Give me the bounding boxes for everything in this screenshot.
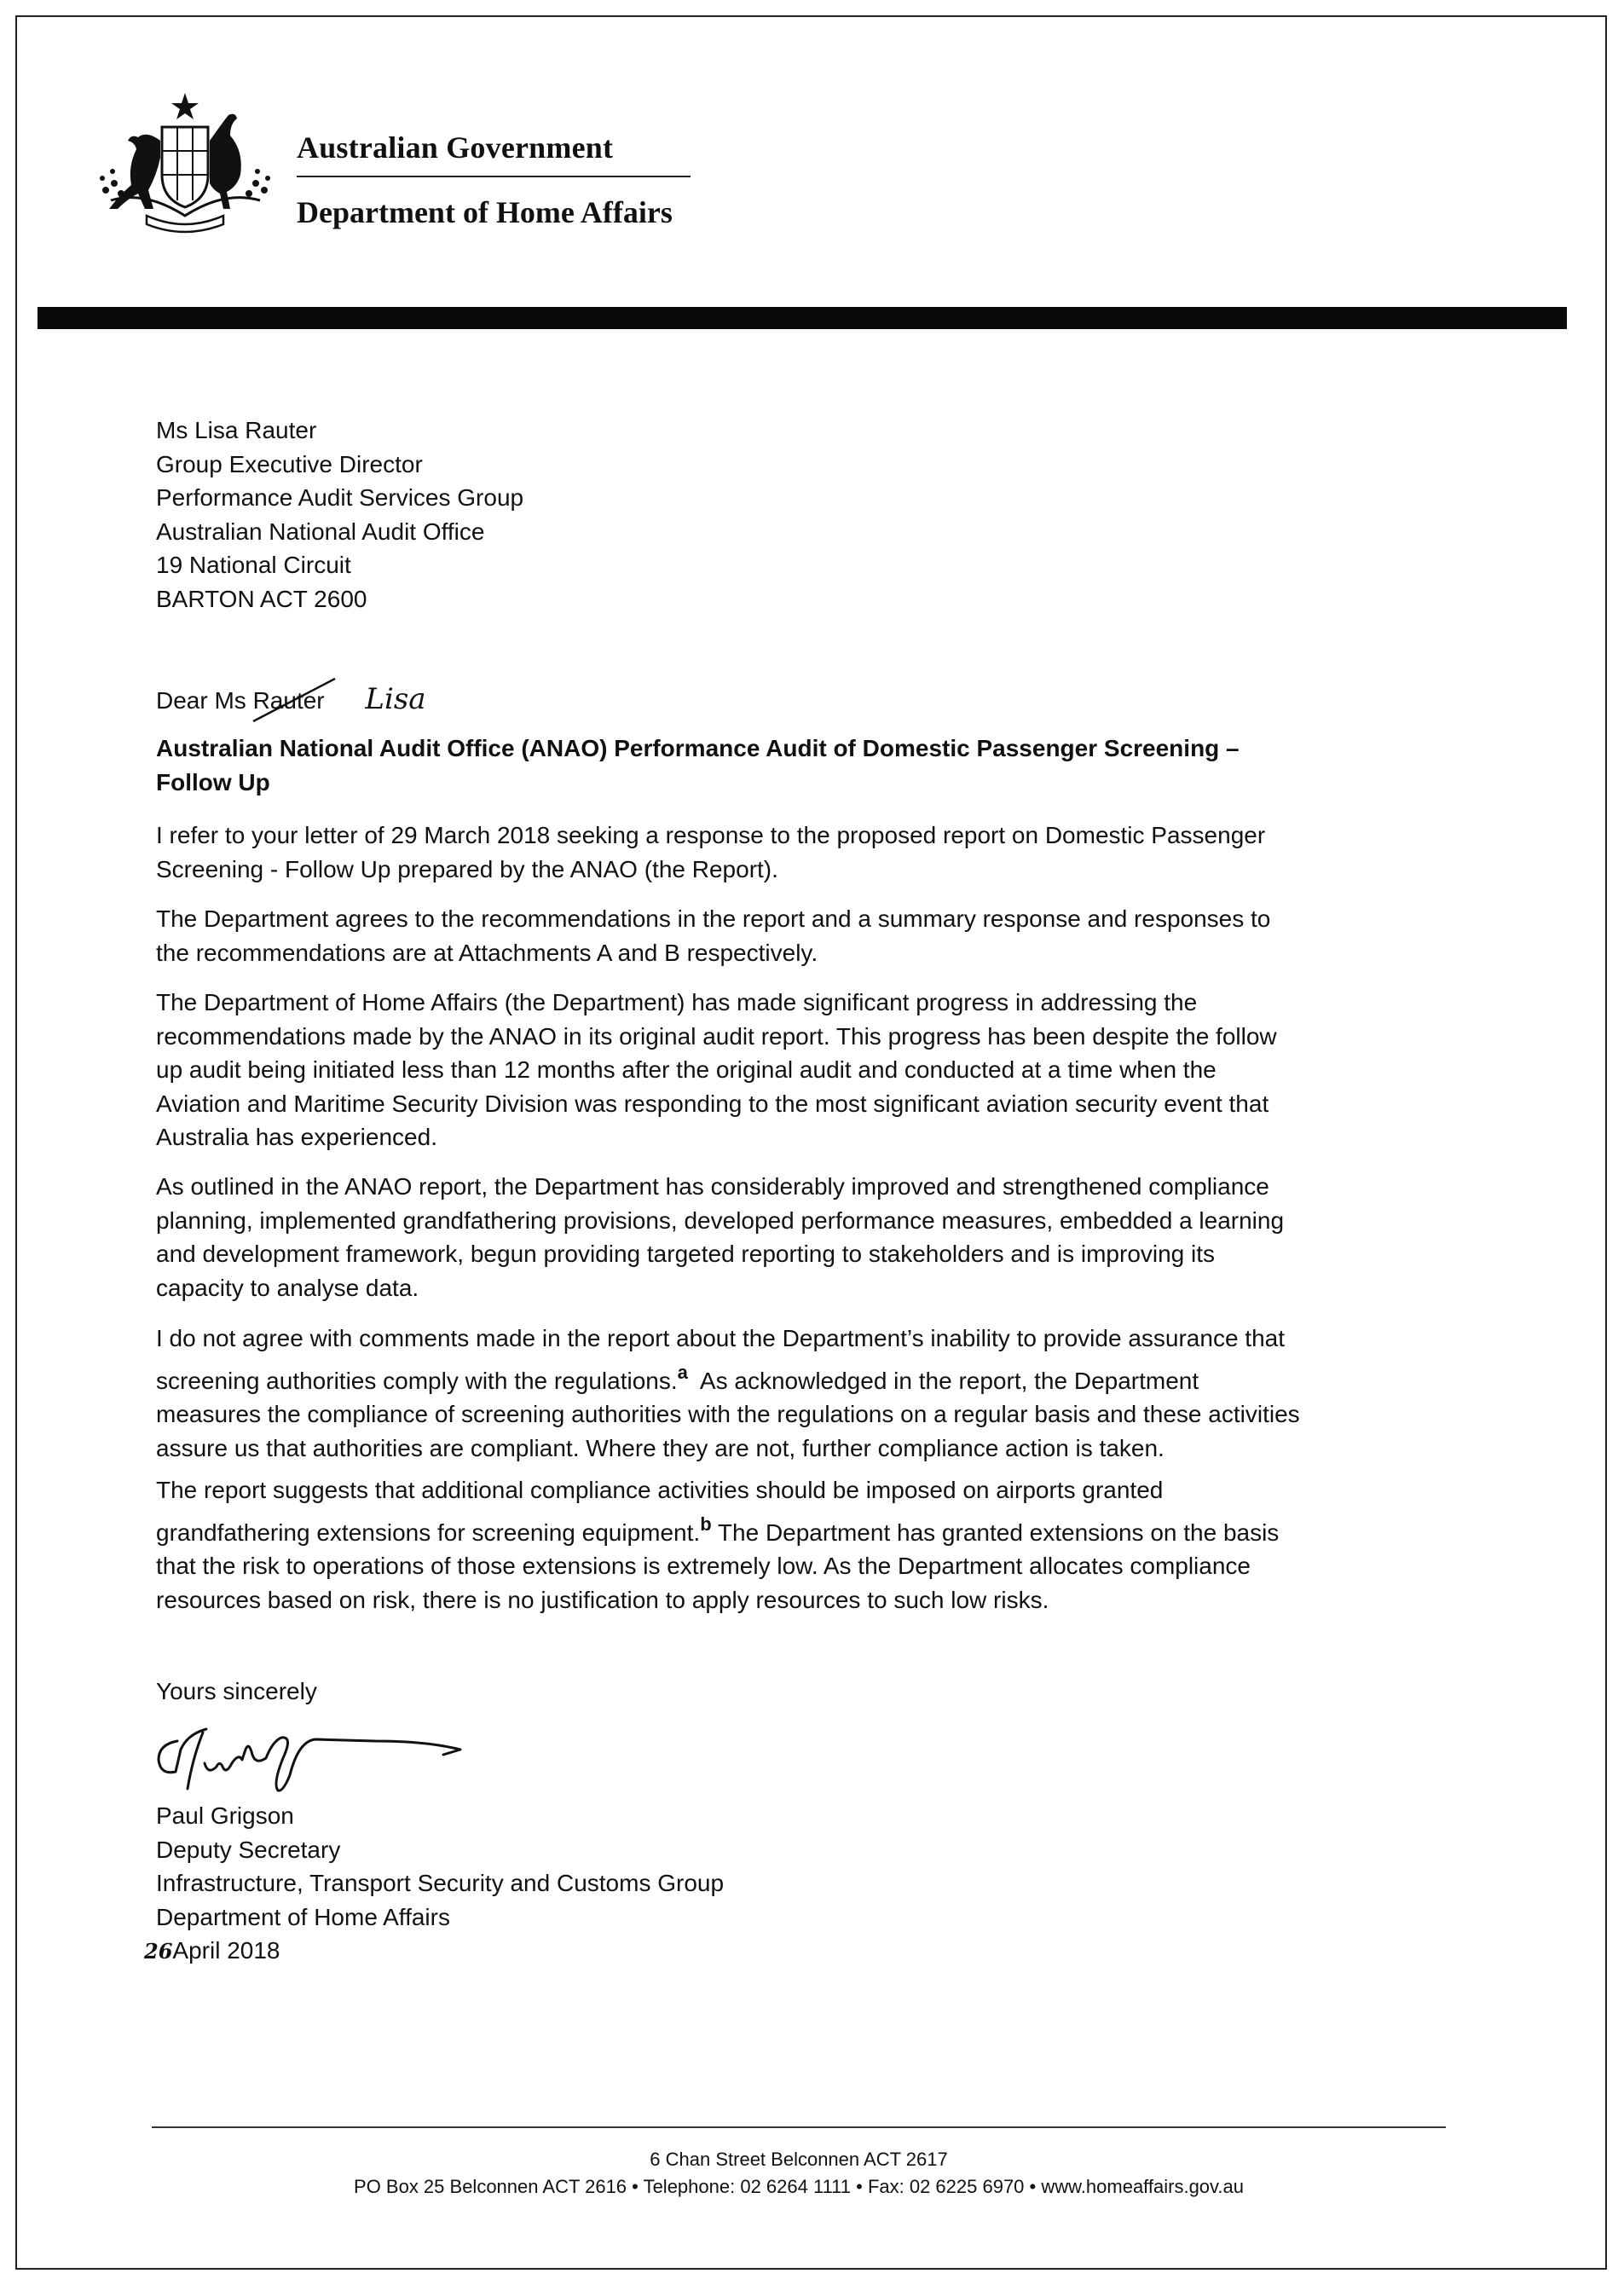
recipient-line: BARTON ACT 2600: [156, 585, 367, 612]
paragraph-line: [156, 1356, 1443, 1398]
letter-date: [144, 1934, 1443, 1969]
paragraph-line: and development framework, begun providing targeted reporting to stakeholders and is improving its: [156, 1241, 1216, 1267]
paragraph-text: The Department has granted extensions on the basis: [711, 1519, 1280, 1546]
paragraph-line: planning, implemented grandfathering provisions, developed performance measures, embedded a learning: [156, 1206, 1285, 1234]
salutation: [156, 682, 426, 716]
signatory-group: Infrastructure, Transport Security and Customs Group: [156, 1870, 725, 1896]
recipient-line: Australian National Audit Office: [156, 518, 485, 545]
paragraph-line: capacity to analyse data.: [156, 1274, 419, 1301]
signatory-department: Department of Home Affairs: [156, 1903, 450, 1930]
footnote-marker-a: a: [677, 1361, 688, 1383]
subject-line: Australian National Audit Office (ANAO) Performance Audit of Domestic Passenger Screening –: [156, 735, 1240, 761]
paragraph-line: measures the compliance of screening authorities with the regulations on a regular basis and these activities: [156, 1401, 1300, 1427]
paragraph-text: As acknowledged in the report, the Department: [687, 1367, 1199, 1394]
header-bar: [38, 307, 1567, 329]
recipient-line: Performance Audit Services Group: [156, 484, 524, 511]
paragraph-line: assure us that authorities are compliant. Where they are not, further compliance action is taken.: [156, 1434, 1165, 1461]
recipient-line: Group Executive Director: [156, 450, 423, 477]
footnote-marker-b: b: [700, 1513, 712, 1535]
paragraph-line: The Department of Home Affairs (the Department) has made significant progress in addressing the: [156, 989, 1198, 1015]
paragraph-line: recommendations made by the ANAO in its original audit report. This progress has been despite the follow: [156, 1022, 1277, 1050]
paragraph-line: The report suggests that additional compliance activities should be imposed on airports granted: [156, 1477, 1164, 1503]
footer-street-address: 6 Chan Street Belconnen ACT 2617: [650, 2149, 948, 2170]
signatory-block: [144, 1799, 1443, 1969]
footer-divider: [152, 2126, 1446, 2128]
handwritten-name: Lisa: [365, 682, 426, 716]
signature-icon: [153, 1715, 529, 1796]
government-name: Australian Government: [297, 130, 614, 165]
paragraph-line: up audit being initiated less than 12 months after the original audit and conducted at a time when the: [156, 1056, 1217, 1083]
paragraph-line: The Department agrees to the recommendations in the report and a summary response and responses to: [156, 905, 1271, 932]
struck-name: Rauter: [252, 687, 325, 714]
subject-heading: [156, 732, 1443, 799]
recipient-address: [156, 414, 1443, 616]
recipient-line: Ms Lisa Rauter: [156, 417, 317, 443]
date-day-handwritten: 26: [144, 1939, 173, 1964]
subject-line: Follow Up: [156, 768, 270, 795]
paragraph-line: the recommendations are at Attachments A and B respectively.: [156, 939, 818, 966]
letterhead-divider: [297, 176, 691, 177]
salutation-prefix: Dear Ms: [156, 687, 253, 714]
closing: Yours sincerely: [156, 1678, 317, 1704]
paragraph-1: [156, 819, 1443, 886]
coat-of-arms-icon: [94, 90, 277, 234]
strike-mark: [250, 675, 344, 726]
paragraph-6: [156, 1473, 1443, 1617]
signatory-title: Deputy Secretary: [156, 1836, 341, 1863]
paragraph-line: I refer to your letter of 29 March 2018 seeking a response to the proposed report on Domestic Passenger: [156, 822, 1266, 848]
recipient-line: 19 National Circuit: [156, 552, 351, 578]
paragraph-line: Aviation and Maritime Security Division was responding to the most significant aviation security event that: [156, 1090, 1269, 1117]
paragraph-3: [156, 986, 1443, 1154]
footer-contact-details: PO Box 25 Belconnen ACT 2616 • Telephone: 02 6264 1111 • Fax: 02 6225 6970 • www.homeaffairs.gov.au: [354, 2176, 1244, 2197]
paragraph-text: grandfathering extensions for screening equipment.: [156, 1519, 701, 1546]
paragraph-4: [156, 1170, 1443, 1304]
paragraph-line: Screening - Follow Up prepared by the ANAO (the Report).: [156, 855, 778, 882]
paragraph-line: resources based on risk, there is no justification to apply resources to such low risks.: [156, 1586, 1049, 1613]
date-month-year: April 2018: [172, 1937, 280, 1964]
paragraph-line: I do not agree with comments made in the report about the Department’s inability to provide assurance that: [156, 1325, 1285, 1351]
paragraph-5: [156, 1322, 1443, 1465]
paragraph-line: As outlined in the ANAO report, the Department has considerably improved and strengthened compliance: [156, 1173, 1269, 1200]
paragraph-text: screening authorities comply with the regulations.: [156, 1367, 678, 1394]
paragraph-line: that the risk to operations of those extensions is extremely low. As the Department allocates compliance: [156, 1553, 1251, 1579]
paragraph-2: [156, 902, 1443, 969]
paragraph-line: Australia has experienced.: [156, 1124, 437, 1150]
paragraph-line: [156, 1507, 1443, 1550]
department-name: Department of Home Affairs: [297, 195, 673, 229]
signatory-name: Paul Grigson: [156, 1802, 294, 1829]
